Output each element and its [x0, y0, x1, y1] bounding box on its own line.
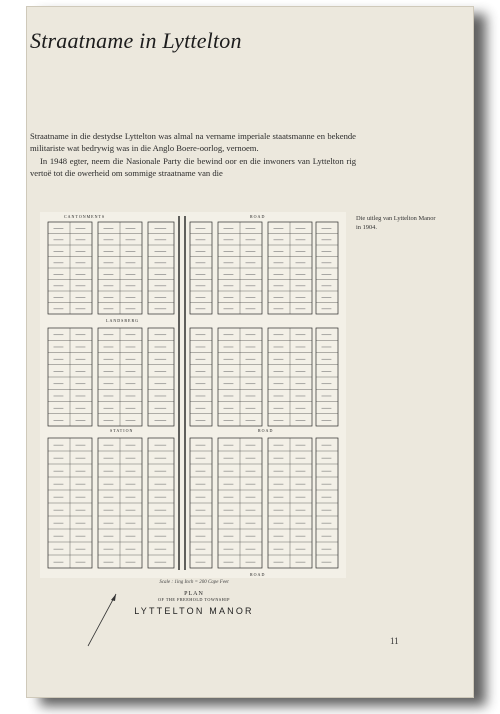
- page-title: Straatname in Lyttelton: [30, 28, 242, 53]
- street-label-road-bottom: ROAD: [250, 572, 266, 577]
- map-drawing: [40, 212, 346, 578]
- street-label-road-top: ROAD: [250, 214, 266, 219]
- paragraph-1: Straatname in die destydse Lyttelton was almal na vername imperiale staatsmanne en bekende militariste wat bedrywig was in die Anglo Boere-oorlog, vernoem.: [30, 131, 356, 154]
- street-label-landsberg: LANDSBERG: [106, 318, 140, 323]
- figure-caption: Die uitleg van Lyttelton Manor in 1904.: [356, 215, 436, 231]
- plan-title-block: [44, 580, 344, 616]
- body-text: [30, 130, 356, 180]
- township-name: LYTTELTON MANOR: [134, 606, 254, 616]
- scale-note: Scale : 1ing Inch = 200 Cape Feet: [159, 580, 229, 585]
- page-number: 11: [390, 636, 399, 646]
- street-label-cantonments: CANTONMENTS: [64, 214, 106, 219]
- township-map: [40, 212, 346, 578]
- street-label-road-mid: ROAD: [258, 428, 274, 433]
- plan-subtitle: OF THE FREEHOLD TOWNSHIP: [158, 597, 230, 602]
- plan-heading: PLAN: [184, 591, 204, 597]
- street-label-station: STATION: [110, 428, 134, 433]
- paragraph-2: In 1948 egter, neem die Nasionale Party die bewind oor en die inwoners van Lyttelton rig vertoë tot die owerheid om sommige straatname van die: [30, 155, 356, 179]
